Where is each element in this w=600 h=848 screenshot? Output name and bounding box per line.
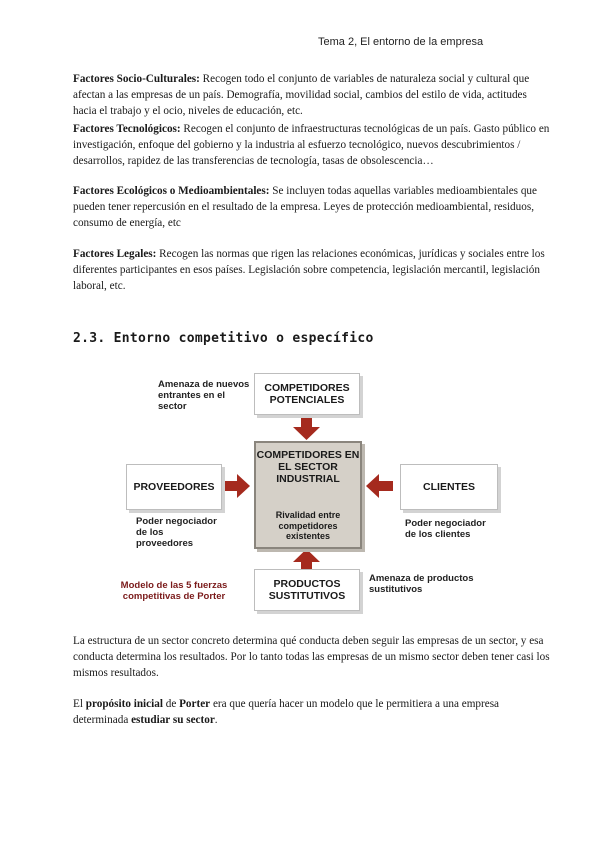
box-potential-competitors <box>254 373 360 415</box>
box-label: PROVEEDORES <box>133 481 215 493</box>
box-label: CLIENTES <box>423 481 475 493</box>
box-substitutes <box>254 569 360 611</box>
label-clients-power: Poder negociador de los clientes <box>405 518 486 540</box>
paragraph-text: Recogen las normas que rigen las relaciones económicas, jurídicas y sociales entre los diferentes participantes en esos países. Legislación sobre competencia, legislación mercantil, legislación laboral, etc. <box>73 248 545 293</box>
paragraph-text: Se incluyen todas aquellas variables medioambientales que pueden tener repercusión en el resultado de la empresa. Leyes de protección medioambiental, residuos, consumo de energía, etc <box>73 185 537 230</box>
box-industry-competitors <box>254 441 362 549</box>
paragraph-text: El <box>73 698 86 710</box>
box-suppliers <box>126 464 222 510</box>
center-subtitle: Rivalidad entre competidores existentes <box>275 510 341 541</box>
paragraph-structure: La estructura de un sector concreto determina qué conducta deben seguir las empresas de un sector, y esa conducta determina los resultados. Por lo tanto todas las empresas de un mismo sector deben tener casi los mismos resultados. <box>73 635 550 680</box>
paragraph-term: Factores Tecnológicos: <box>73 123 181 135</box>
center-title: COMPETIDORES EN EL SECTOR INDUSTRIAL <box>256 449 360 485</box>
paragraph-text: Recogen el conjunto de infraestructuras tecnológicas de un país. Gasto público en investigación, enfoque del gobierno y la industria al esfuerzo tecnológico, nuevos descubrimientos / desarrollos, rapidez de las transferencias de tecnología, tasas de obsolescencia… <box>73 123 550 168</box>
paragraph-term: Factores Ecológicos o Medioambientales: <box>73 185 270 197</box>
paragraph-text: de <box>162 698 180 710</box>
page-header: Tema 2, El entorno de la empresa <box>318 36 484 48</box>
paragraph-term: Factores Legales: <box>73 248 157 260</box>
box-label: COMPETIDORES POTENCIALES <box>264 382 350 406</box>
paragraph-text: . <box>214 714 218 727</box>
label-substitutes-threat: Amenaza de productos sustitutivos <box>369 573 474 595</box>
arrow-up-icon <box>293 549 320 570</box>
arrow-left-icon <box>366 474 393 498</box>
paragraph-term: Porter <box>179 698 211 710</box>
arrow-down-icon <box>293 414 320 440</box>
label-new-entrants: Amenaza de nuevos entrantes en el sector <box>158 379 250 412</box>
paragraph-term: Factores Socio-Culturales: <box>73 73 200 85</box>
paragraph-term: propósito inicial <box>85 698 163 710</box>
paragraph-text: era que quería hacer un modelo que le permitiera a una empresa determinada <box>73 698 500 727</box>
box-clients <box>400 464 498 510</box>
box-label: PRODUCTOS SUSTITUTIVOS <box>268 578 346 602</box>
section-title: 2.3. Entorno competitivo o específico <box>73 331 374 346</box>
paragraph-purpose <box>73 696 551 728</box>
paragraph-term: estudiar su sector <box>131 714 215 727</box>
arrow-right-icon <box>223 474 250 498</box>
paragraph-text: Recogen todo el conjunto de variables de naturaleza social y cultural que afectan a las empresas de un país. Demografía, movilidad social, cambios del estilo de vida, actitudes hacia el trabajo y el ocio, niveles de educación, etc. <box>73 73 530 118</box>
label-suppliers-power: Poder negociador de los proveedores <box>136 516 217 549</box>
label-porter-model: Modelo de las 5 fuerzas competitivas de Porter <box>120 580 228 602</box>
